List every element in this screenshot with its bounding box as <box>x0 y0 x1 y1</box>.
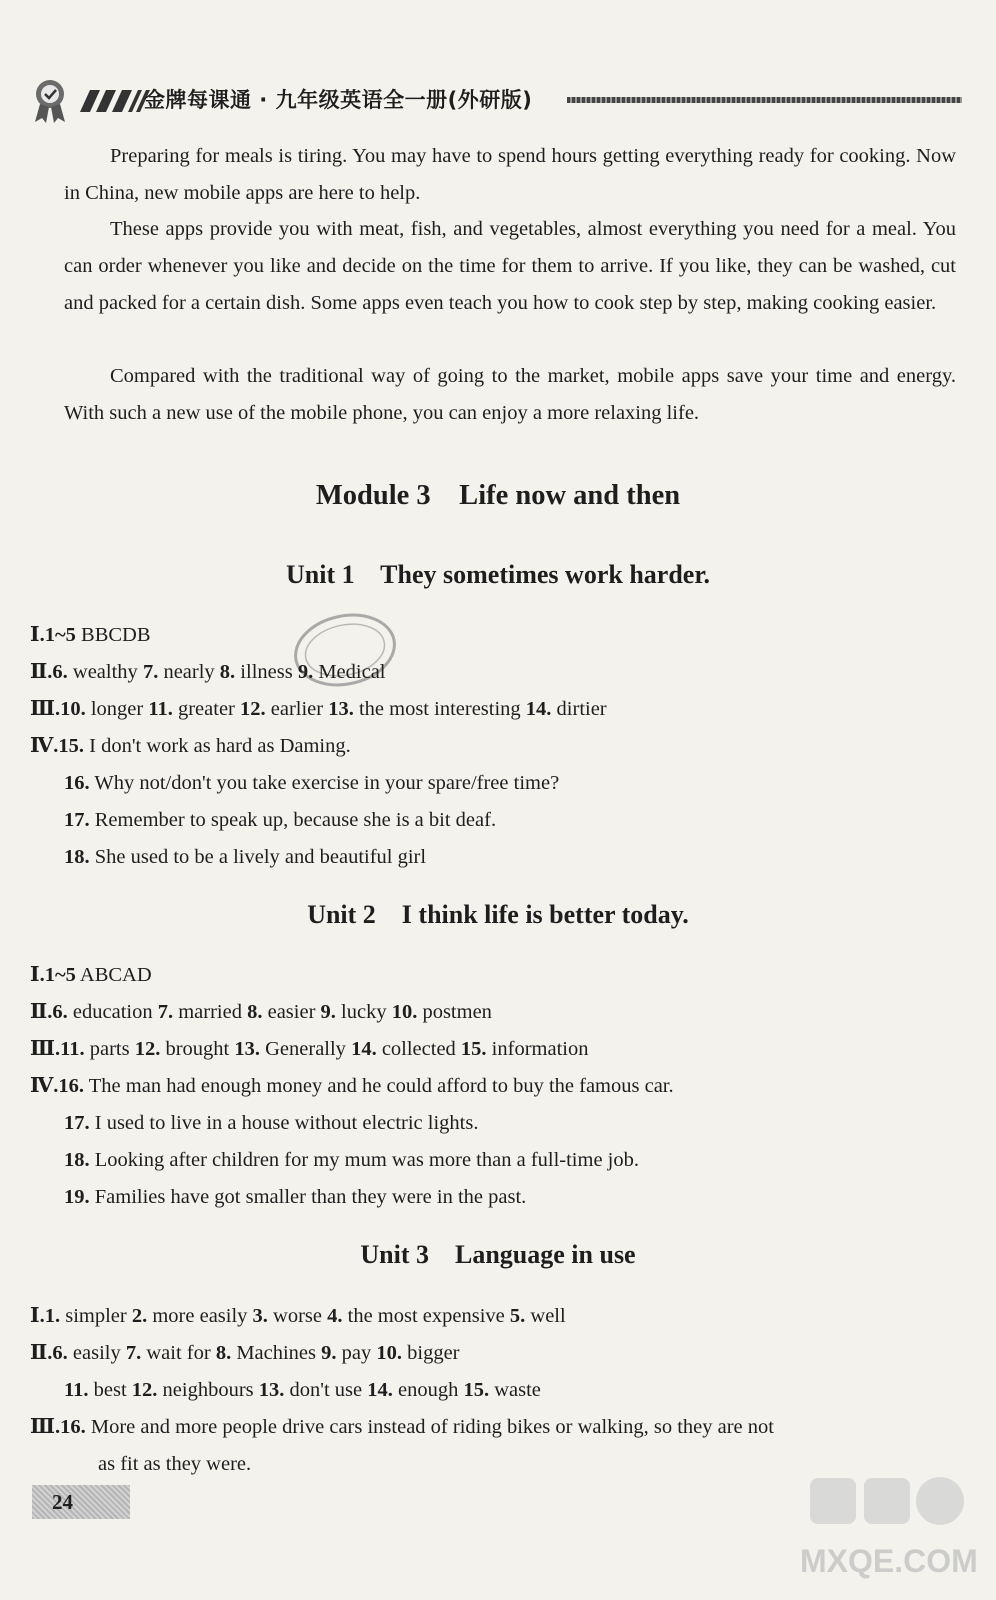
question-number: 19. <box>64 1186 90 1208</box>
answer-text: easily <box>72 1342 121 1364</box>
answer-line <box>64 1184 526 1210</box>
answer-line <box>30 622 151 648</box>
answer-text: simpler <box>65 1305 127 1327</box>
answer-text: longer <box>90 698 144 720</box>
answer-text: greater <box>177 698 235 720</box>
section-label: Ⅱ. <box>30 1342 53 1364</box>
answer-text: brought <box>165 1038 230 1060</box>
question-number: 12. <box>134 1038 161 1060</box>
question-number: 6. <box>52 1342 68 1364</box>
answer-text: Remember to speak up, because she is a bit deaf. <box>94 809 497 831</box>
answer-text: more easily <box>152 1305 248 1327</box>
question-number: 2. <box>131 1305 148 1327</box>
section-label: Ⅲ. <box>30 1416 61 1438</box>
question-number: 11. <box>60 1038 85 1060</box>
question-number: 15. <box>58 735 85 757</box>
passage-paragraph-2: These apps provide you with meat, fish, and vegetables, almost everything you need for a meal. You can order whenever you like and decide on the time for them to arrive. If you like, they can be washed, cut and packed for a certain dish. Some apps even teach you how to cook step by step, making cooking easier. <box>64 218 956 314</box>
page-header <box>22 78 962 122</box>
answer-text: parts <box>89 1038 130 1060</box>
section-label: Ⅲ. <box>30 1038 61 1060</box>
question-number: 15. <box>460 1038 487 1060</box>
question-number: 8. <box>215 1342 232 1364</box>
answer-text: I used to live in a house without electric lights. <box>94 1112 479 1134</box>
question-number: 6. <box>52 661 68 683</box>
question-number: 16. <box>58 1075 85 1097</box>
question-number: 16. <box>64 772 90 794</box>
answer-text: easier <box>267 1001 316 1023</box>
question-number: 17. <box>64 1112 90 1134</box>
answer-text: well <box>530 1305 566 1327</box>
answer-line <box>30 1036 588 1062</box>
question-number: 1~5 <box>44 964 76 986</box>
header-stripes-icon <box>70 90 152 112</box>
answer-text: Looking after children for my mum was more than a full-time job. <box>94 1149 639 1171</box>
answer-text: the most expensive <box>347 1305 505 1327</box>
answer-line <box>30 696 607 722</box>
answer-line <box>64 1377 541 1403</box>
question-number: 12. <box>240 698 266 720</box>
answer-line <box>30 733 351 759</box>
question-number: 13. <box>234 1038 260 1060</box>
section-label: Ⅰ. <box>30 964 45 986</box>
question-number: 6. <box>52 1001 68 1023</box>
answer-line <box>30 962 152 988</box>
answer-text: Medical <box>318 661 386 683</box>
section-label: Ⅰ. <box>30 624 45 646</box>
answer-text: More and more people drive cars instead of riding bikes or walking, so they are not <box>90 1416 774 1438</box>
section-label: Ⅱ. <box>30 1001 53 1023</box>
question-number: 3. <box>252 1305 268 1327</box>
question-number: 7. <box>125 1342 142 1364</box>
question-number: 15. <box>463 1379 490 1401</box>
badge-ribbon-icon <box>30 78 72 124</box>
section-label: Ⅳ. <box>30 735 59 757</box>
question-number: 10. <box>376 1342 402 1364</box>
answer-text: pay <box>341 1342 372 1364</box>
answer-line <box>64 1147 639 1173</box>
answer-text: BBCDB <box>81 624 151 646</box>
answer-line <box>64 770 559 796</box>
answer-text: married <box>178 1001 242 1023</box>
answer-line <box>64 807 496 833</box>
question-number: 11. <box>148 698 173 720</box>
answer-text: Why not/don't you take exercise in your spare/free time? <box>94 772 560 794</box>
header-rule <box>567 97 962 103</box>
question-number: 14. <box>351 1038 377 1060</box>
question-number: 10. <box>60 698 86 720</box>
question-number: 9. <box>297 661 314 683</box>
answer-text: enough <box>397 1379 459 1401</box>
question-number: 14. <box>367 1379 393 1401</box>
passage-paragraph-3: Compared with the traditional way of going to the market, mobile apps save your time and energy. With such a new use of the mobile phone, you can enjoy a more relaxing life. <box>64 365 956 424</box>
answer-text: Machines <box>236 1342 317 1364</box>
answer-text: worse <box>273 1305 323 1327</box>
answer-line <box>64 1110 478 1136</box>
answer-text: wealthy <box>72 661 138 683</box>
answer-text: ABCAD <box>79 964 152 986</box>
answer-text: I don't work as hard as Daming. <box>89 735 351 757</box>
question-number: 1. <box>44 1305 61 1327</box>
question-number: 18. <box>64 846 90 868</box>
answer-text: illness <box>240 661 293 683</box>
answer-text: bigger <box>407 1342 460 1364</box>
site-watermark <box>800 1470 978 1580</box>
question-number: 13. <box>328 698 354 720</box>
answer-text: Generally <box>265 1038 346 1060</box>
answer-text: waste <box>494 1379 541 1401</box>
answer-text: The man had enough money and he could afford to buy the famous car. <box>88 1075 674 1097</box>
answer-text: earlier <box>270 698 324 720</box>
answer-text: neighbours <box>162 1379 254 1401</box>
unit-title: Unit 2 I think life is better today. <box>307 900 689 929</box>
answer-line <box>30 1414 774 1440</box>
answer-text: don't use <box>289 1379 363 1401</box>
question-number: 10. <box>391 1001 418 1023</box>
module-title: Module 3 Life now and then <box>315 480 681 511</box>
question-number: 13. <box>258 1379 285 1401</box>
answer-text: dirtier <box>556 698 607 720</box>
answer-line <box>30 999 492 1025</box>
question-number: 12. <box>131 1379 158 1401</box>
question-number: 7. <box>157 1001 174 1023</box>
passage-paragraph-1: Preparing for meals is tiring. You may have to spend hours getting everything ready for cooking. Now in China, new mobile apps are here to help. <box>64 145 956 204</box>
watermark-text: MXQE.COM <box>800 1543 978 1579</box>
answer-line <box>98 1451 251 1477</box>
question-number: 4. <box>327 1305 343 1327</box>
question-number: 8. <box>219 661 236 683</box>
section-label: Ⅳ. <box>30 1075 59 1097</box>
question-number: 7. <box>142 661 159 683</box>
answer-line <box>30 1303 566 1329</box>
answer-text: as fit as they were. <box>98 1453 252 1475</box>
unit-title: Unit 3 Language in use <box>360 1240 636 1269</box>
section-label: Ⅲ. <box>30 698 61 720</box>
answer-text: lucky <box>341 1001 387 1023</box>
section-label: Ⅰ. <box>30 1305 45 1327</box>
answer-text: nearly <box>163 661 215 683</box>
question-number: 9. <box>320 1001 336 1023</box>
answer-text: best <box>93 1379 127 1401</box>
question-number: 8. <box>247 1001 263 1023</box>
question-number: 5. <box>509 1305 526 1327</box>
answer-text: education <box>72 1001 153 1023</box>
section-label: Ⅱ. <box>30 661 53 683</box>
page-number: 24 <box>32 1485 130 1519</box>
answer-text: information <box>491 1038 589 1060</box>
answer-text: Families have got smaller than they were in the past. <box>94 1186 527 1208</box>
question-number: 18. <box>64 1149 90 1171</box>
answer-line <box>30 1340 460 1366</box>
answer-text: the most interesting <box>358 698 521 720</box>
answer-line <box>30 1073 674 1099</box>
question-number: 16. <box>60 1416 86 1438</box>
answer-text: wait for <box>146 1342 211 1364</box>
question-number: 14. <box>525 698 552 720</box>
question-number: 11. <box>64 1379 89 1401</box>
watermark-logo-icon <box>800 1470 970 1550</box>
book-title: 金牌每课通 · 九年级英语全一册(外研版) <box>144 88 533 112</box>
unit-title: Unit 1 They sometimes work harder. <box>286 560 710 589</box>
question-number: 17. <box>64 809 90 831</box>
answer-text: collected <box>381 1038 456 1060</box>
question-number: 1~5 <box>44 624 76 646</box>
answer-text: She used to be a lively and beautiful girl <box>94 846 427 868</box>
answer-text: postmen <box>422 1001 492 1023</box>
answer-line <box>30 659 386 685</box>
question-number: 9. <box>321 1342 337 1364</box>
answer-line <box>64 844 426 870</box>
